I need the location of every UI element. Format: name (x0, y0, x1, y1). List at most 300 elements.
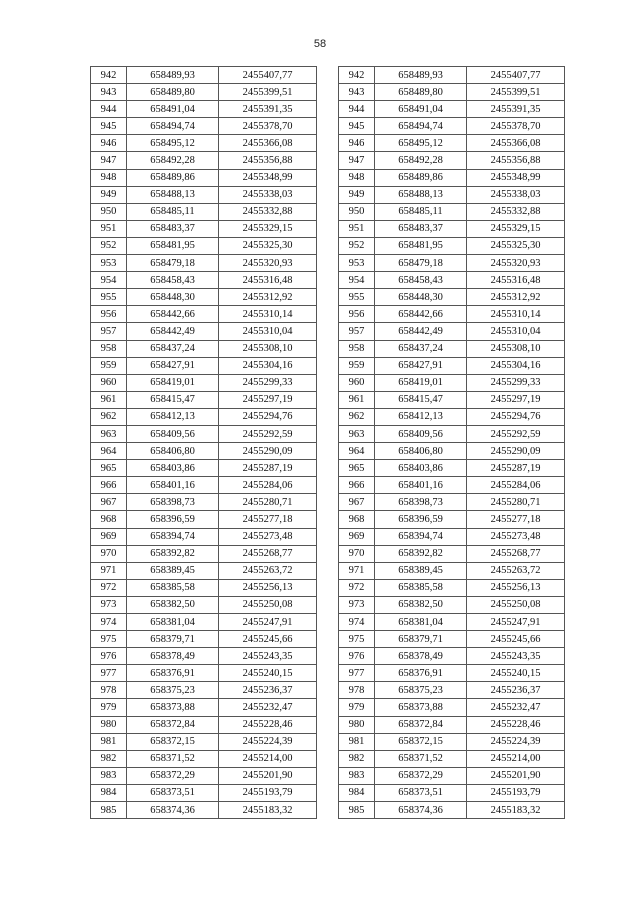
y-coordinate-cell: 2455316,48 (219, 272, 317, 289)
x-coordinate-cell: 658495,12 (375, 135, 467, 152)
y-coordinate-cell: 2455310,04 (467, 323, 565, 340)
table-row (91, 408, 317, 425)
x-coordinate-cell: 658488,13 (375, 186, 467, 203)
point-number-cell: 950 (91, 203, 127, 220)
table-row (91, 784, 317, 801)
x-coordinate-cell: 658392,82 (127, 545, 219, 562)
y-coordinate-cell: 2455284,06 (219, 477, 317, 494)
point-number-cell: 946 (91, 135, 127, 152)
table-row (339, 750, 565, 767)
table-row (339, 135, 565, 152)
y-coordinate-cell: 2455332,88 (219, 203, 317, 220)
x-coordinate-cell: 658495,12 (127, 135, 219, 152)
point-number-cell: 950 (339, 203, 375, 220)
x-coordinate-cell: 658401,16 (375, 477, 467, 494)
y-coordinate-cell: 2455280,71 (467, 494, 565, 511)
x-coordinate-cell: 658483,37 (375, 220, 467, 237)
y-coordinate-cell: 2455348,99 (467, 169, 565, 186)
x-coordinate-cell: 658372,15 (127, 733, 219, 750)
y-coordinate-cell: 2455391,35 (219, 101, 317, 118)
point-number-cell: 955 (339, 289, 375, 306)
x-coordinate-cell: 658442,49 (127, 323, 219, 340)
x-coordinate-cell: 658406,80 (375, 443, 467, 460)
table-row (91, 425, 317, 442)
x-coordinate-cell: 658375,23 (127, 682, 219, 699)
table-row (339, 767, 565, 784)
table-row (91, 562, 317, 579)
x-coordinate-cell: 658403,86 (375, 460, 467, 477)
table-row (91, 203, 317, 220)
x-coordinate-cell: 658458,43 (127, 272, 219, 289)
table-row (339, 596, 565, 613)
y-coordinate-cell: 2455312,92 (219, 289, 317, 306)
table-row (91, 289, 317, 306)
point-number-cell: 959 (91, 357, 127, 374)
x-coordinate-cell: 658437,24 (375, 340, 467, 357)
table-row (91, 682, 317, 699)
table-row (339, 443, 565, 460)
table-row (339, 528, 565, 545)
point-number-cell: 961 (339, 391, 375, 408)
table-row (91, 545, 317, 562)
point-number-cell: 947 (91, 152, 127, 169)
y-coordinate-cell: 2455236,37 (467, 682, 565, 699)
table-row (91, 579, 317, 596)
point-number-cell: 976 (91, 648, 127, 665)
x-coordinate-cell: 658489,93 (127, 67, 219, 84)
y-coordinate-cell: 2455325,30 (467, 237, 565, 254)
y-coordinate-cell: 2455247,91 (219, 614, 317, 631)
table-row (91, 614, 317, 631)
y-coordinate-cell: 2455294,76 (467, 408, 565, 425)
x-coordinate-cell: 658409,56 (127, 425, 219, 442)
point-number-cell: 977 (339, 665, 375, 682)
x-coordinate-cell: 658485,11 (127, 203, 219, 220)
y-coordinate-cell: 2455316,48 (467, 272, 565, 289)
x-coordinate-cell: 658437,24 (127, 340, 219, 357)
y-coordinate-cell: 2455228,46 (467, 716, 565, 733)
point-number-cell: 967 (91, 494, 127, 511)
y-coordinate-cell: 2455224,39 (219, 733, 317, 750)
point-number-cell: 946 (339, 135, 375, 152)
point-number-cell: 944 (339, 101, 375, 118)
point-number-cell: 973 (339, 596, 375, 613)
table-row (339, 648, 565, 665)
point-number-cell: 951 (339, 220, 375, 237)
point-number-cell: 968 (91, 511, 127, 528)
table-row (339, 306, 565, 323)
table-row (91, 272, 317, 289)
table-row (91, 716, 317, 733)
point-number-cell: 983 (91, 767, 127, 784)
point-number-cell: 985 (91, 802, 127, 819)
point-number-cell: 980 (91, 716, 127, 733)
x-coordinate-cell: 658442,49 (375, 323, 467, 340)
x-coordinate-cell: 658489,86 (127, 169, 219, 186)
y-coordinate-cell: 2455356,88 (219, 152, 317, 169)
y-coordinate-cell: 2455245,66 (219, 631, 317, 648)
point-number-cell: 964 (339, 443, 375, 460)
point-number-cell: 954 (339, 272, 375, 289)
x-coordinate-cell: 658378,49 (375, 648, 467, 665)
y-coordinate-cell: 2455348,99 (219, 169, 317, 186)
y-coordinate-cell: 2455277,18 (219, 511, 317, 528)
point-number-cell: 974 (91, 614, 127, 631)
y-coordinate-cell: 2455273,48 (467, 528, 565, 545)
coordinates-table-right (338, 66, 565, 819)
point-number-cell: 956 (91, 306, 127, 323)
x-coordinate-cell: 658415,47 (127, 391, 219, 408)
point-number-cell: 953 (339, 255, 375, 272)
y-coordinate-cell: 2455232,47 (219, 699, 317, 716)
y-coordinate-cell: 2455236,37 (219, 682, 317, 699)
table-row (339, 665, 565, 682)
point-number-cell: 945 (91, 118, 127, 135)
y-coordinate-cell: 2455201,90 (467, 767, 565, 784)
x-coordinate-cell: 658485,11 (375, 203, 467, 220)
y-coordinate-cell: 2455308,10 (467, 340, 565, 357)
y-coordinate-cell: 2455338,03 (467, 186, 565, 203)
page-number: 58 (313, 38, 327, 50)
table-row (339, 425, 565, 442)
coordinates-table-left-body (91, 67, 317, 819)
y-coordinate-cell: 2455299,33 (219, 374, 317, 391)
y-coordinate-cell: 2455263,72 (219, 562, 317, 579)
x-coordinate-cell: 658479,18 (127, 255, 219, 272)
point-number-cell: 948 (339, 169, 375, 186)
y-coordinate-cell: 2455356,88 (467, 152, 565, 169)
y-coordinate-cell: 2455366,08 (467, 135, 565, 152)
y-coordinate-cell: 2455250,08 (467, 596, 565, 613)
table-row (339, 733, 565, 750)
x-coordinate-cell: 658389,45 (375, 562, 467, 579)
table-row (339, 579, 565, 596)
x-coordinate-cell: 658491,04 (375, 101, 467, 118)
table-row (339, 391, 565, 408)
x-coordinate-cell: 658448,30 (127, 289, 219, 306)
point-number-cell: 957 (91, 323, 127, 340)
table-row (91, 306, 317, 323)
table-row (91, 374, 317, 391)
y-coordinate-cell: 2455247,91 (467, 614, 565, 631)
point-number-cell: 970 (91, 545, 127, 562)
table-row (339, 289, 565, 306)
x-coordinate-cell: 658494,74 (375, 118, 467, 135)
point-number-cell: 963 (91, 425, 127, 442)
y-coordinate-cell: 2455232,47 (467, 699, 565, 716)
y-coordinate-cell: 2455308,10 (219, 340, 317, 357)
x-coordinate-cell: 658483,37 (127, 220, 219, 237)
y-coordinate-cell: 2455243,35 (467, 648, 565, 665)
y-coordinate-cell: 2455290,09 (467, 443, 565, 460)
point-number-cell: 978 (91, 682, 127, 699)
y-coordinate-cell: 2455256,13 (467, 579, 565, 596)
point-number-cell: 975 (91, 631, 127, 648)
table-row (91, 84, 317, 101)
table-row (91, 511, 317, 528)
x-coordinate-cell: 658492,28 (375, 152, 467, 169)
point-number-cell: 960 (91, 374, 127, 391)
x-coordinate-cell: 658392,82 (375, 545, 467, 562)
table-row (339, 562, 565, 579)
x-coordinate-cell: 658479,18 (375, 255, 467, 272)
x-coordinate-cell: 658401,16 (127, 477, 219, 494)
y-coordinate-cell: 2455407,77 (219, 67, 317, 84)
x-coordinate-cell: 658489,86 (375, 169, 467, 186)
x-coordinate-cell: 658398,73 (375, 494, 467, 511)
y-coordinate-cell: 2455399,51 (219, 84, 317, 101)
table-row (339, 716, 565, 733)
table-row (339, 237, 565, 254)
point-number-cell: 958 (339, 340, 375, 357)
table-row (91, 665, 317, 682)
y-coordinate-cell: 2455320,93 (219, 255, 317, 272)
table-row (339, 682, 565, 699)
x-coordinate-cell: 658427,91 (375, 357, 467, 374)
point-number-cell: 945 (339, 118, 375, 135)
x-coordinate-cell: 658442,66 (375, 306, 467, 323)
table-row (91, 477, 317, 494)
point-number-cell: 965 (91, 460, 127, 477)
y-coordinate-cell: 2455399,51 (467, 84, 565, 101)
table-row (91, 528, 317, 545)
table-row (91, 340, 317, 357)
y-coordinate-cell: 2455391,35 (467, 101, 565, 118)
x-coordinate-cell: 658381,04 (375, 614, 467, 631)
x-coordinate-cell: 658371,52 (127, 750, 219, 767)
table-row (339, 169, 565, 186)
x-coordinate-cell: 658481,95 (375, 237, 467, 254)
y-coordinate-cell: 2455310,04 (219, 323, 317, 340)
x-coordinate-cell: 658374,36 (375, 802, 467, 819)
table-row (91, 220, 317, 237)
table-row (339, 511, 565, 528)
y-coordinate-cell: 2455329,15 (219, 220, 317, 237)
x-coordinate-cell: 658419,01 (127, 374, 219, 391)
x-coordinate-cell: 658372,29 (375, 767, 467, 784)
x-coordinate-cell: 658389,45 (127, 562, 219, 579)
x-coordinate-cell: 658372,15 (375, 733, 467, 750)
y-coordinate-cell: 2455320,93 (467, 255, 565, 272)
y-coordinate-cell: 2455263,72 (467, 562, 565, 579)
table-row (339, 67, 565, 84)
table-row (339, 477, 565, 494)
point-number-cell: 951 (91, 220, 127, 237)
x-coordinate-cell: 658412,13 (375, 408, 467, 425)
point-number-cell: 965 (339, 460, 375, 477)
x-coordinate-cell: 658372,29 (127, 767, 219, 784)
x-coordinate-cell: 658373,88 (375, 699, 467, 716)
table-row (339, 203, 565, 220)
table-row (339, 374, 565, 391)
table-row (339, 323, 565, 340)
point-number-cell: 972 (339, 579, 375, 596)
y-coordinate-cell: 2455287,19 (219, 460, 317, 477)
point-number-cell: 983 (339, 767, 375, 784)
y-coordinate-cell: 2455268,77 (219, 545, 317, 562)
table-row (339, 101, 565, 118)
y-coordinate-cell: 2455268,77 (467, 545, 565, 562)
y-coordinate-cell: 2455310,14 (467, 306, 565, 323)
table-row (91, 135, 317, 152)
y-coordinate-cell: 2455201,90 (219, 767, 317, 784)
y-coordinate-cell: 2455183,32 (467, 802, 565, 819)
x-coordinate-cell: 658378,49 (127, 648, 219, 665)
x-coordinate-cell: 658381,04 (127, 614, 219, 631)
table-row (339, 118, 565, 135)
x-coordinate-cell: 658403,86 (127, 460, 219, 477)
table-row (339, 408, 565, 425)
point-number-cell: 955 (91, 289, 127, 306)
x-coordinate-cell: 658394,74 (375, 528, 467, 545)
y-coordinate-cell: 2455193,79 (219, 784, 317, 801)
y-coordinate-cell: 2455366,08 (219, 135, 317, 152)
point-number-cell: 961 (91, 391, 127, 408)
point-number-cell: 975 (339, 631, 375, 648)
point-number-cell: 985 (339, 802, 375, 819)
y-coordinate-cell: 2455245,66 (467, 631, 565, 648)
table-row (339, 357, 565, 374)
point-number-cell: 984 (339, 784, 375, 801)
point-number-cell: 981 (339, 733, 375, 750)
table-row (339, 614, 565, 631)
table-row (91, 237, 317, 254)
x-coordinate-cell: 658376,91 (375, 665, 467, 682)
x-coordinate-cell: 658494,74 (127, 118, 219, 135)
x-coordinate-cell: 658382,50 (375, 596, 467, 613)
y-coordinate-cell: 2455332,88 (467, 203, 565, 220)
y-coordinate-cell: 2455193,79 (467, 784, 565, 801)
table-row (339, 631, 565, 648)
x-coordinate-cell: 658427,91 (127, 357, 219, 374)
table-row (91, 802, 317, 819)
point-number-cell: 944 (91, 101, 127, 118)
y-coordinate-cell: 2455297,19 (467, 391, 565, 408)
x-coordinate-cell: 658379,71 (127, 631, 219, 648)
point-number-cell: 969 (339, 528, 375, 545)
table-row (91, 101, 317, 118)
y-coordinate-cell: 2455310,14 (219, 306, 317, 323)
table-row (339, 460, 565, 477)
y-coordinate-cell: 2455280,71 (219, 494, 317, 511)
point-number-cell: 968 (339, 511, 375, 528)
point-number-cell: 954 (91, 272, 127, 289)
table-row (91, 648, 317, 665)
point-number-cell: 976 (339, 648, 375, 665)
table-row (91, 596, 317, 613)
table-row (339, 272, 565, 289)
x-coordinate-cell: 658419,01 (375, 374, 467, 391)
point-number-cell: 942 (91, 67, 127, 84)
y-coordinate-cell: 2455284,06 (467, 477, 565, 494)
point-number-cell: 958 (91, 340, 127, 357)
point-number-cell: 956 (339, 306, 375, 323)
table-row (339, 784, 565, 801)
point-number-cell: 970 (339, 545, 375, 562)
y-coordinate-cell: 2455338,03 (219, 186, 317, 203)
table-row (91, 323, 317, 340)
point-number-cell: 962 (339, 408, 375, 425)
table-row (91, 494, 317, 511)
point-number-cell: 974 (339, 614, 375, 631)
x-coordinate-cell: 658375,23 (375, 682, 467, 699)
y-coordinate-cell: 2455297,19 (219, 391, 317, 408)
point-number-cell: 964 (91, 443, 127, 460)
point-number-cell: 979 (91, 699, 127, 716)
table-row (91, 631, 317, 648)
y-coordinate-cell: 2455250,08 (219, 596, 317, 613)
y-coordinate-cell: 2455299,33 (467, 374, 565, 391)
y-coordinate-cell: 2455325,30 (219, 237, 317, 254)
point-number-cell: 948 (91, 169, 127, 186)
point-number-cell: 952 (91, 237, 127, 254)
y-coordinate-cell: 2455224,39 (467, 733, 565, 750)
x-coordinate-cell: 658394,74 (127, 528, 219, 545)
table-row (91, 699, 317, 716)
y-coordinate-cell: 2455256,13 (219, 579, 317, 596)
point-number-cell: 982 (339, 750, 375, 767)
table-row (91, 767, 317, 784)
y-coordinate-cell: 2455304,16 (467, 357, 565, 374)
table-row (91, 750, 317, 767)
x-coordinate-cell: 658442,66 (127, 306, 219, 323)
y-coordinate-cell: 2455183,32 (219, 802, 317, 819)
point-number-cell: 977 (91, 665, 127, 682)
point-number-cell: 967 (339, 494, 375, 511)
table-row (339, 220, 565, 237)
table-row (339, 255, 565, 272)
point-number-cell: 957 (339, 323, 375, 340)
x-coordinate-cell: 658385,58 (375, 579, 467, 596)
point-number-cell: 984 (91, 784, 127, 801)
y-coordinate-cell: 2455214,00 (467, 750, 565, 767)
x-coordinate-cell: 658385,58 (127, 579, 219, 596)
table-row (91, 118, 317, 135)
table-row (339, 152, 565, 169)
point-number-cell: 942 (339, 67, 375, 84)
point-number-cell: 949 (339, 186, 375, 203)
x-coordinate-cell: 658406,80 (127, 443, 219, 460)
x-coordinate-cell: 658491,04 (127, 101, 219, 118)
x-coordinate-cell: 658398,73 (127, 494, 219, 511)
point-number-cell: 947 (339, 152, 375, 169)
point-number-cell: 966 (91, 477, 127, 494)
x-coordinate-cell: 658373,88 (127, 699, 219, 716)
point-number-cell: 982 (91, 750, 127, 767)
x-coordinate-cell: 658372,84 (375, 716, 467, 733)
x-coordinate-cell: 658409,56 (375, 425, 467, 442)
table-row (91, 186, 317, 203)
point-number-cell: 943 (91, 84, 127, 101)
point-number-cell: 978 (339, 682, 375, 699)
x-coordinate-cell: 658396,59 (127, 511, 219, 528)
table-row (91, 357, 317, 374)
point-number-cell: 971 (339, 562, 375, 579)
y-coordinate-cell: 2455240,15 (467, 665, 565, 682)
y-coordinate-cell: 2455378,70 (219, 118, 317, 135)
y-coordinate-cell: 2455273,48 (219, 528, 317, 545)
x-coordinate-cell: 658371,52 (375, 750, 467, 767)
y-coordinate-cell: 2455312,92 (467, 289, 565, 306)
x-coordinate-cell: 658376,91 (127, 665, 219, 682)
x-coordinate-cell: 658379,71 (375, 631, 467, 648)
x-coordinate-cell: 658415,47 (375, 391, 467, 408)
table-row (91, 733, 317, 750)
y-coordinate-cell: 2455378,70 (467, 118, 565, 135)
y-coordinate-cell: 2455243,35 (219, 648, 317, 665)
coordinates-table-left (90, 66, 317, 819)
coordinates-table-right-body (339, 67, 565, 819)
